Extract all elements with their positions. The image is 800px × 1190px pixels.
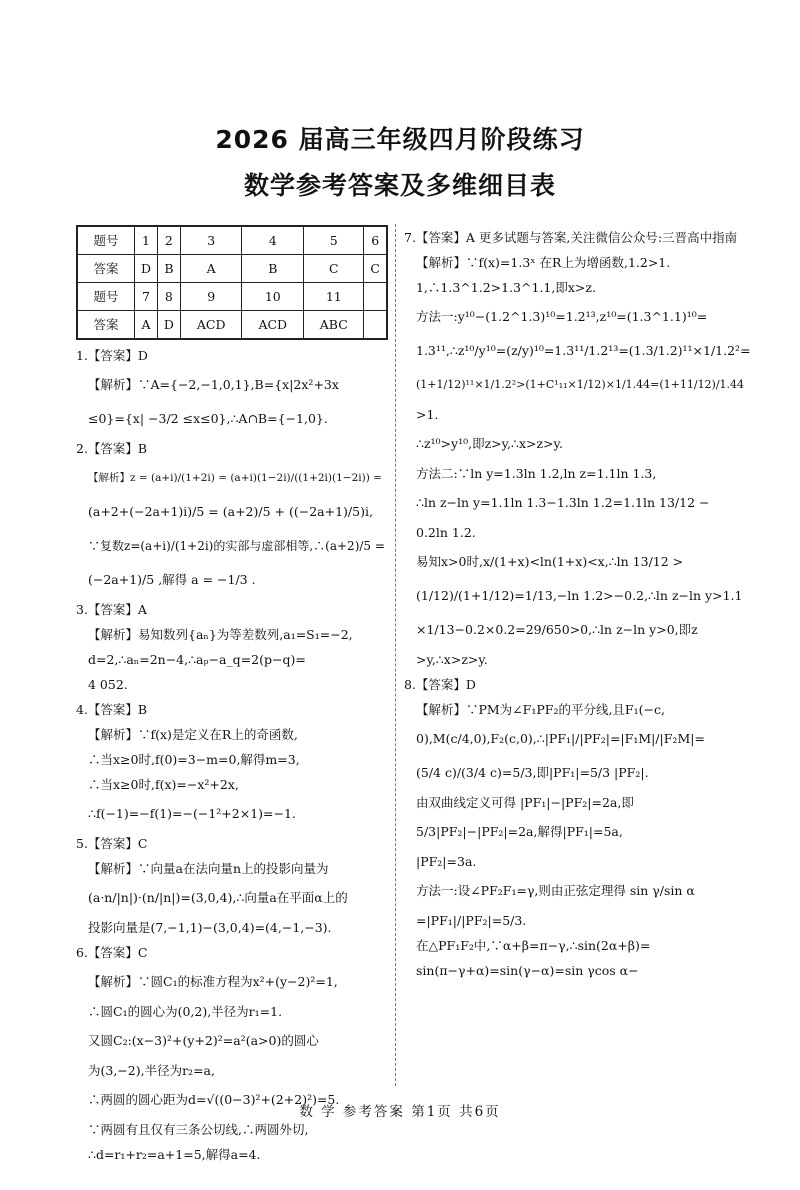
answer-table-header-cell: 题号 (77, 226, 135, 255)
answer-table-header-cell: 答案 (77, 255, 135, 283)
solution-line: 【解析】∵f(x)是定义在R上的奇函数, (88, 727, 298, 742)
solution-line: ∴两圆的圆心距为d=√((0−3)²+(2+2)²)=5. (88, 1092, 340, 1107)
solution-line: =|PF₁|/|PF₂|=5/3. (416, 913, 527, 928)
solution-block (76, 597, 388, 697)
solution-line: 0),M(c/4,0),F₂(c,0),∴|PF₁|/|PF₂|=|F₁M|/|F₂M|= (416, 731, 705, 746)
answer-table-cell: 10 (242, 283, 304, 311)
solution-line: ∴圆C₁的圆心为(0,2),半径为r₁=1. (88, 1004, 283, 1019)
answer-heading: 6.【答案】C (76, 945, 148, 960)
solution-line: 方法一:设∠PF₂F₁=γ,则由正弦定理得 sin γ/sin α (416, 883, 695, 898)
answer-table-cell: 5 (304, 226, 364, 255)
answer-table-cell: 7 (135, 283, 158, 311)
answer-table-row (77, 311, 387, 340)
answer-table-row (77, 255, 387, 283)
answer-heading: 8.【答案】D (404, 677, 476, 692)
right-column (404, 225, 756, 983)
answer-heading: 3.【答案】A (76, 602, 147, 617)
solution-block (404, 225, 756, 672)
solution-line: (5/4 c)/(3/4 c)=5/3,即|PF₁|=5/3 |PF₂|. (416, 765, 649, 780)
answer-table-row (77, 226, 387, 255)
solution-line: ∴当x≥0时,f(0)=3−m=0,解得m=3, (88, 752, 300, 767)
answer-heading: 4.【答案】B (76, 702, 148, 717)
answer-table-cell: A (180, 255, 242, 283)
solution-line: 1,∴1.3^1.2>1.3^1.1,即x>z. (416, 280, 596, 295)
solution-line: ∴d=r₁+r₂=a+1=5,解得a=4. (88, 1147, 261, 1162)
solution-line: ∴f(−1)=−f(1)=−(−1²+2×1)=−1. (88, 806, 296, 821)
solution-block (76, 697, 388, 831)
answer-table-cell: 8 (157, 283, 180, 311)
solution-line: (a+2+(−2a+1)i)/5 = (a+2)/5 + ((−2a+1)/5)i, (88, 504, 373, 519)
solution-line: 方法一:y¹⁰−(1.2^1.3)¹⁰=1.2¹³,z¹⁰=(1.3^1.1)¹⁰= (416, 309, 708, 324)
solution-line: ≤0}={x| −3/2 ≤x≤0},∴A∩B={−1,0}. (88, 411, 328, 426)
answer-table-cell: 3 (180, 226, 242, 255)
solution-line: 【解析】∵PM为∠F₁PF₂的平分线,且F₁(−c, (416, 702, 665, 717)
answer-table (76, 225, 388, 340)
answer-table-cell: B (157, 255, 180, 283)
solution-line: 1.3¹¹,∴z¹⁰/y¹⁰=(z/y)¹⁰=1.3¹¹/1.2¹³=(1.3/1.2)¹¹×1/1.2²= (416, 343, 751, 358)
answer-table-cell: 1 (135, 226, 158, 255)
solution-line: 【解析】∵圆C₁的标准方程为x²+(y−2)²=1, (88, 974, 338, 989)
answer-table-cell: A (135, 311, 158, 340)
solution-line: sin(π−γ+α)=sin(γ−α)=sin γcos α− (416, 963, 639, 978)
solution-line: 由双曲线定义可得 |PF₁|−|PF₂|=2a,即 (416, 795, 634, 810)
solution-line: 5/3|PF₂|−|PF₂|=2a,解得|PF₁|=5a, (416, 824, 623, 839)
solution-line: (a·n/|n|)·(n/|n|)=(3,0,4),∴向量a在平面α上的 (88, 890, 348, 905)
solution-block (76, 343, 388, 436)
answer-table-cell (364, 283, 387, 311)
solution-block (76, 831, 388, 940)
solution-block (76, 940, 388, 1167)
answer-heading: 2.【答案】B (76, 441, 148, 456)
answer-table-cell: 6 (364, 226, 387, 255)
page-title: 2026 届高三年级四月阶段练习 (215, 125, 585, 154)
answer-table-cell: ABC (304, 311, 364, 340)
answer-table-cell (364, 311, 387, 340)
column-divider (395, 224, 396, 1086)
answer-table-cell: D (157, 311, 180, 340)
answer-table-header-cell: 答案 (77, 311, 135, 340)
solution-line: 【解析】z = (a+i)/(1+2i) = (a+i)(1−2i)/((1+2i)(1−2i)) = (88, 472, 382, 484)
solution-line: ∴z¹⁰>y¹⁰,即z>y,∴x>z>y. (416, 436, 563, 451)
solution-line: 【解析】∵向量a在法向量n上的投影向量为 (88, 861, 329, 876)
solution-line: 【解析】∵A={−2,−1,0,1},B={x|2x²+3x (88, 377, 339, 392)
solution-line: 4 052. (88, 677, 128, 692)
answer-table-row (77, 283, 387, 311)
solution-line: ∴当x≥0时,f(x)=−x²+2x, (88, 777, 239, 792)
solution-line: 易知x>0时,x/(1+x)<ln(1+x)<x,∴ln 13/12 > (416, 554, 684, 569)
answer-table-cell: D (135, 255, 158, 283)
solution-line: (−2a+1)/5 ,解得 a = −1/3 . (88, 572, 256, 587)
solution-line: 为(3,−2),半径为r₂=a, (88, 1063, 215, 1078)
solution-line: d=2,∴aₙ=2n−4,∴aₚ−a_q=2(p−q)= (88, 652, 306, 667)
solution-line: |PF₂|=3a. (416, 854, 477, 869)
answer-heading: 7.【答案】A 更多试题与答案,关注微信公众号:三晋高中指南 (404, 230, 738, 245)
solution-line: 方法二:∵ln y=1.3ln 1.2,ln z=1.1ln 1.3, (416, 466, 657, 481)
answer-table-cell: 11 (304, 283, 364, 311)
solution-line: ∴ln z−ln y=1.1ln 1.3−1.3ln 1.2=1.1ln 13/12 − (416, 495, 710, 510)
page-footer: 数 学 参考答案 第1页 共6页 (299, 1104, 501, 1120)
solution-line: 【解析】∵f(x)=1.3ˣ 在R上为增函数,1.2>1. (416, 255, 671, 270)
answer-table-cell: C (304, 255, 364, 283)
solution-line: 又圆C₂:(x−3)²+(y+2)²=a²(a>0)的圆心 (88, 1033, 319, 1048)
answer-table-cell: ACD (180, 311, 242, 340)
answer-heading: 5.【答案】C (76, 836, 148, 851)
solution-block (76, 436, 388, 597)
answer-table-header-cell: 题号 (77, 283, 135, 311)
answer-table-cell: 4 (242, 226, 304, 255)
answer-table-cell: 2 (157, 226, 180, 255)
left-column (76, 225, 388, 1167)
solution-line: (1+1/12)¹¹×1/1.2²>(1+C¹₁₁×1/12)×1/1.44=(1+11/12)/1.44 (416, 378, 745, 391)
solution-line: 在△PF₁F₂中,∵α+β=π−γ,∴sin(2α+β)= (416, 938, 651, 953)
solution-line: ∵两圆有且仅有三条公切线,∴两圆外切, (88, 1122, 309, 1137)
solution-line: ∵复数z=(a+i)/(1+2i)的实部与虚部相等,∴(a+2)/5 = (88, 539, 385, 553)
solution-line: (1/12)/(1+1/12)=1/13,−ln 1.2>−0.2,∴ln z−ln y>1.1 (416, 588, 743, 603)
answer-table-cell: 9 (180, 283, 242, 311)
solution-block (404, 672, 756, 983)
answer-heading: 1.【答案】D (76, 348, 148, 363)
solution-line: 0.2ln 1.2. (416, 525, 476, 540)
solution-line: >1. (416, 407, 439, 422)
solution-line: 投影向量是(7,−1,1)−(3,0,4)=(4,−1,−3). (88, 920, 332, 935)
solution-line: >y,∴x>z>y. (416, 652, 488, 667)
solution-line: ×1/13−0.2×0.2=29/650>0,∴ln z−ln y>0,即z (416, 622, 698, 637)
page-subtitle: 数学参考答案及多维细目表 (243, 171, 556, 200)
solution-line: 【解析】易知数列{aₙ}为等差数列,a₁=S₁=−2, (88, 627, 353, 642)
answer-table-cell: C (364, 255, 387, 283)
answer-table-cell: ACD (242, 311, 304, 340)
answer-table-cell: B (242, 255, 304, 283)
